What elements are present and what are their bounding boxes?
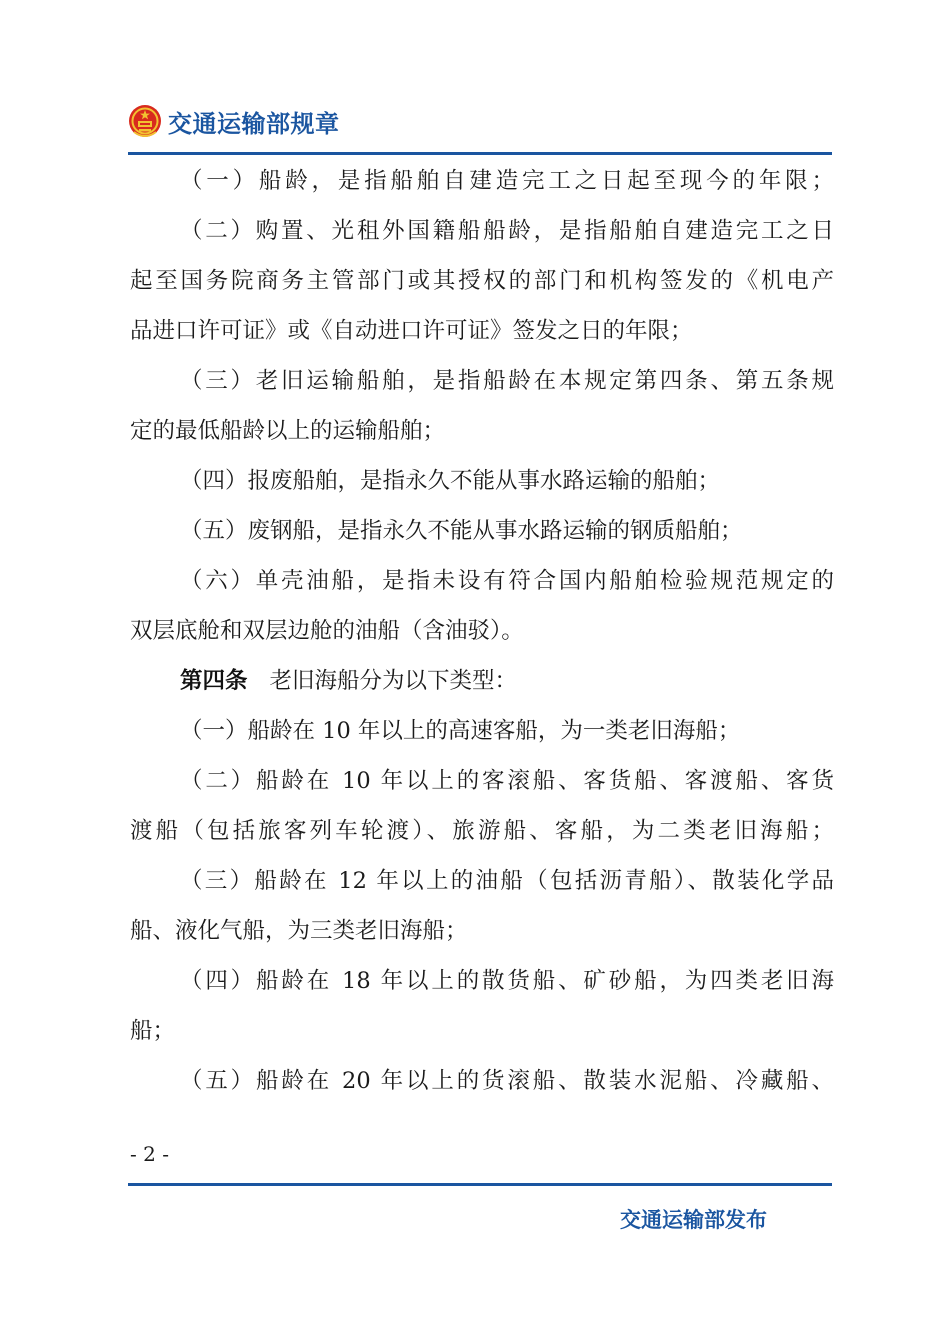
article-text: 老旧海船分为以下类型：	[269, 668, 518, 694]
body-line: （四）船龄在 18 年以上的散货船、矿砂船，为四类老旧海	[180, 968, 834, 994]
article-number: 第四条	[180, 668, 248, 694]
body-line: （一）船龄，是指船舶自建造完工之日起至现今的年限；	[180, 168, 834, 194]
body-line: 双层底舱和双层边舱的油船（含油驳）。	[130, 618, 524, 644]
body-line: （六）单壳油船，是指未设有符合国内船舶检验规范规定的	[180, 568, 834, 594]
article-heading	[130, 656, 834, 706]
body-line: （五）船龄在 20 年以上的货滚船、散装水泥船、冷藏船、	[180, 1068, 834, 1094]
body-line: 渡船（包括旅客列车轮渡）、旅游船、客船，为二类老旧海船；	[130, 818, 834, 844]
body-line: 船、液化气船，为三类老旧海船；	[130, 918, 468, 944]
body-line: （四）报废船舶，是指永久不能从事水路运输的船舶；	[180, 468, 721, 494]
body-line: 定的最低船龄以上的运输船舶；	[130, 418, 446, 444]
body-line: 品进口许可证》或《自动进口许可证》签发之日的年限；	[130, 318, 693, 344]
page-number: - 2 -	[130, 1142, 169, 1166]
footer-divider	[128, 1183, 832, 1186]
header-title: 交通运输部规章	[168, 110, 340, 138]
body-line: （三）船龄在 12 年以上的油船（包括沥青船）、散装化学品	[180, 868, 834, 894]
body-line: 起至国务院商务主管部门或其授权的部门和机构签发的《机电产	[130, 268, 834, 294]
footer-publisher: 交通运输部发布	[620, 1208, 767, 1232]
national-emblem-icon	[128, 104, 162, 140]
body-line: （二）船龄在 10 年以上的客滚船、客货船、客渡船、客货	[180, 768, 834, 794]
header-divider	[128, 152, 832, 155]
body-line: 船；	[130, 1018, 176, 1044]
body-line: （五）废钢船，是指永久不能从事水路运输的钢质船舶；	[180, 518, 743, 544]
body-line: （三）老旧运输船舶，是指船龄在本规定第四条、第五条规	[180, 368, 834, 394]
body-line: （一）船龄在 10 年以上的高速客船，为一类老旧海船；	[180, 718, 741, 744]
body-line: （二）购置、光租外国籍船船龄，是指船舶自建造完工之日	[180, 218, 834, 244]
